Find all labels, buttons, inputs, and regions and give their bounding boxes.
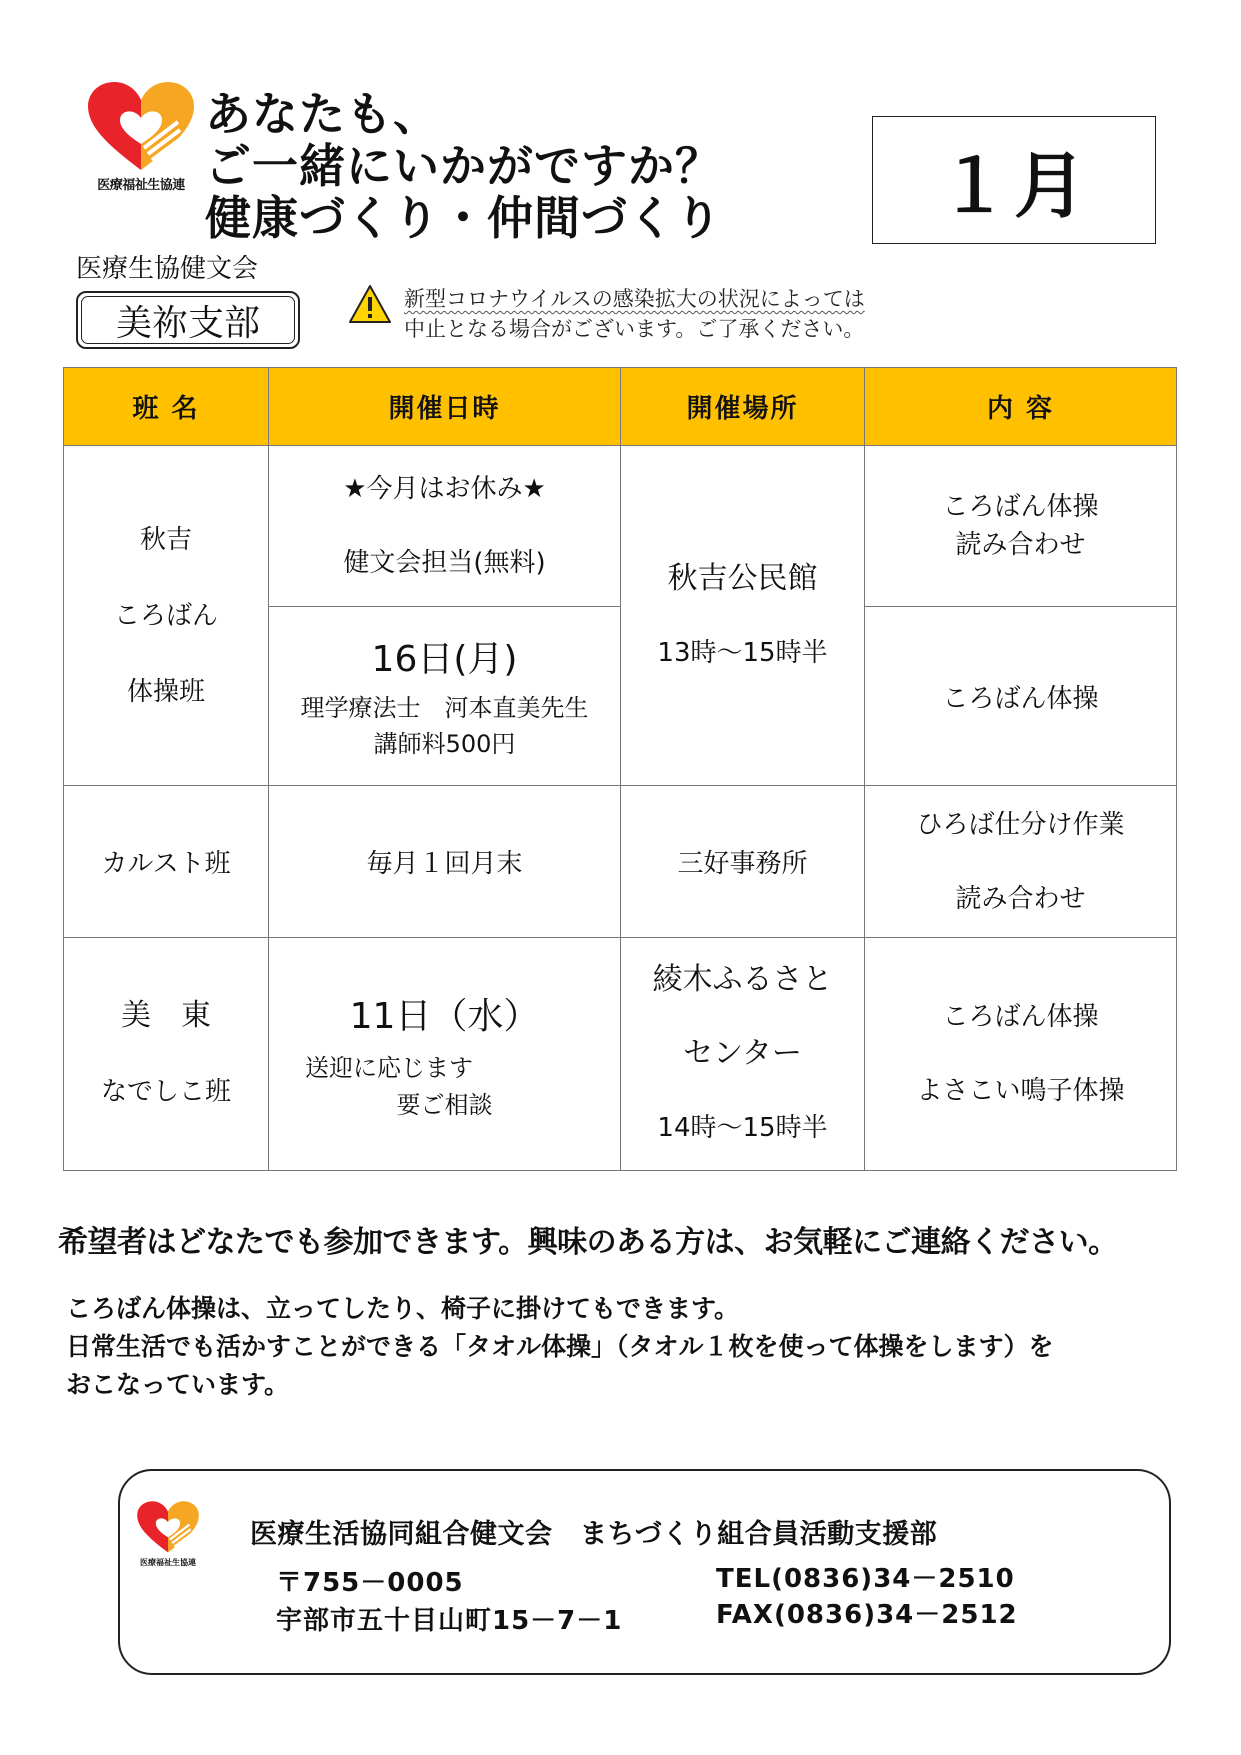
fax-number: FAX(0836)34－2512 <box>716 1600 1018 1630</box>
table-row <box>64 446 1177 607</box>
group-name-line: ころばん <box>113 600 218 631</box>
place-text: 綾木ふるさと <box>652 962 833 997</box>
datetime-cell <box>269 938 621 1171</box>
place-text: 秋吉公民館 <box>667 560 818 596</box>
org-name: 医療生協健文会 <box>76 254 259 284</box>
group-name-line: 秋吉 <box>139 524 192 555</box>
group-name-cell <box>64 446 269 786</box>
footer-logo <box>136 1500 200 1567</box>
content-text: ころばん体操 <box>942 683 1099 714</box>
content-text: 読み合わせ <box>955 530 1086 560</box>
datetime-cell <box>269 786 621 938</box>
time-text: 14時～15時半 <box>657 1113 828 1143</box>
note-text: 送迎に応じます <box>305 1054 473 1082</box>
datetime-cell <box>269 446 621 607</box>
time-text: 13時～15時半 <box>657 637 828 668</box>
month-box <box>872 116 1156 244</box>
group-name-cell <box>64 786 269 938</box>
header-group: 班 名 <box>64 368 269 446</box>
date-text: ★今月はお休み★ <box>343 474 546 504</box>
note-text: 講師料500円 <box>373 730 516 758</box>
branch-label: 美祢支部 <box>115 302 260 344</box>
date-text: 毎月１回月末 <box>366 849 523 879</box>
phone-number: TEL(0836)34－2510 <box>716 1564 1015 1594</box>
logo-caption: 医療福祉生協連 <box>140 1558 196 1567</box>
exercise-note-line: 日常生活でも活かすことができる「タオル体操」（タオル１枚を使って体操をします）を <box>66 1332 1054 1361</box>
notice-line: 新型コロナウイルスの感染拡大の状況によっては <box>404 287 865 311</box>
header-datetime: 開催日時 <box>269 368 621 446</box>
group-name-line: カルスト班 <box>101 849 231 879</box>
group-name-line: 体操班 <box>126 676 205 707</box>
note-text: 健文会担当(無料) <box>343 548 546 578</box>
place-text: センター <box>683 1036 802 1071</box>
header-place: 開催場所 <box>621 368 865 446</box>
table-header-row <box>64 368 1177 446</box>
heart-hands-icon <box>136 1500 200 1556</box>
content-cell <box>865 938 1177 1171</box>
date-text: 16日(月) <box>371 639 518 680</box>
group-name-line: なでしこ班 <box>100 1077 231 1107</box>
content-text: ころばん体操 <box>942 1002 1099 1032</box>
content-cell <box>865 607 1177 786</box>
date-text: 11日（水） <box>349 996 540 1037</box>
content-text: 読み合わせ <box>955 883 1086 914</box>
group-name-line: 美 東 <box>121 998 211 1033</box>
postal-code: 〒755－0005 <box>276 1568 464 1598</box>
participation-note: 希望者はどなたでも参加できます。興味のある方は、お気軽にご連絡ください。 <box>58 1225 1118 1260</box>
datetime-cell <box>269 607 621 786</box>
content-cell <box>865 786 1177 938</box>
content-text: よさこい鳴子体操 <box>916 1076 1125 1106</box>
place-text: 三好事務所 <box>677 849 808 879</box>
headline-line: ご一緒にいかがですか？ <box>205 139 722 193</box>
group-name-cell <box>64 938 269 1171</box>
table-row <box>64 786 1177 938</box>
footer-org: 医療生活協同組合健文会 まちづくり組合員活動支援部 <box>250 1519 938 1550</box>
logo-caption: 医療福祉生協連 <box>97 178 185 193</box>
content-text: ころばん体操 <box>942 492 1099 522</box>
exercise-note <box>66 1290 1054 1404</box>
coop-logo <box>86 82 196 198</box>
content-cell <box>865 446 1177 607</box>
headline-line: 健康づくり・仲間づくり <box>205 191 722 245</box>
place-cell <box>621 786 865 938</box>
headline-line: あなたも、 <box>205 87 440 141</box>
note-text: 理学療法士 河本直美先生 <box>300 694 589 722</box>
exercise-note-line: ころばん体操は、立ってしたり、椅子に掛けてもできます。 <box>66 1294 740 1323</box>
address: 宇部市五十目山町15－7－1 <box>276 1606 623 1636</box>
month-label: １月 <box>937 144 1090 228</box>
place-cell <box>621 938 865 1171</box>
table-row <box>64 938 1177 1171</box>
place-cell <box>621 446 865 786</box>
branch-box <box>76 291 300 349</box>
notice-line: 中止となる場合がございます。ご了承ください。 <box>404 317 865 341</box>
notice <box>404 284 865 344</box>
header-content: 内 容 <box>865 368 1177 446</box>
note-text: 要ご相談 <box>396 1091 493 1119</box>
schedule-table <box>63 367 1177 1171</box>
exercise-note-line: おこなっています。 <box>66 1370 290 1399</box>
content-text: ひろば仕分け作業 <box>916 809 1125 840</box>
warning-icon <box>348 284 392 324</box>
headline <box>205 88 722 244</box>
heart-hands-icon <box>86 82 196 174</box>
